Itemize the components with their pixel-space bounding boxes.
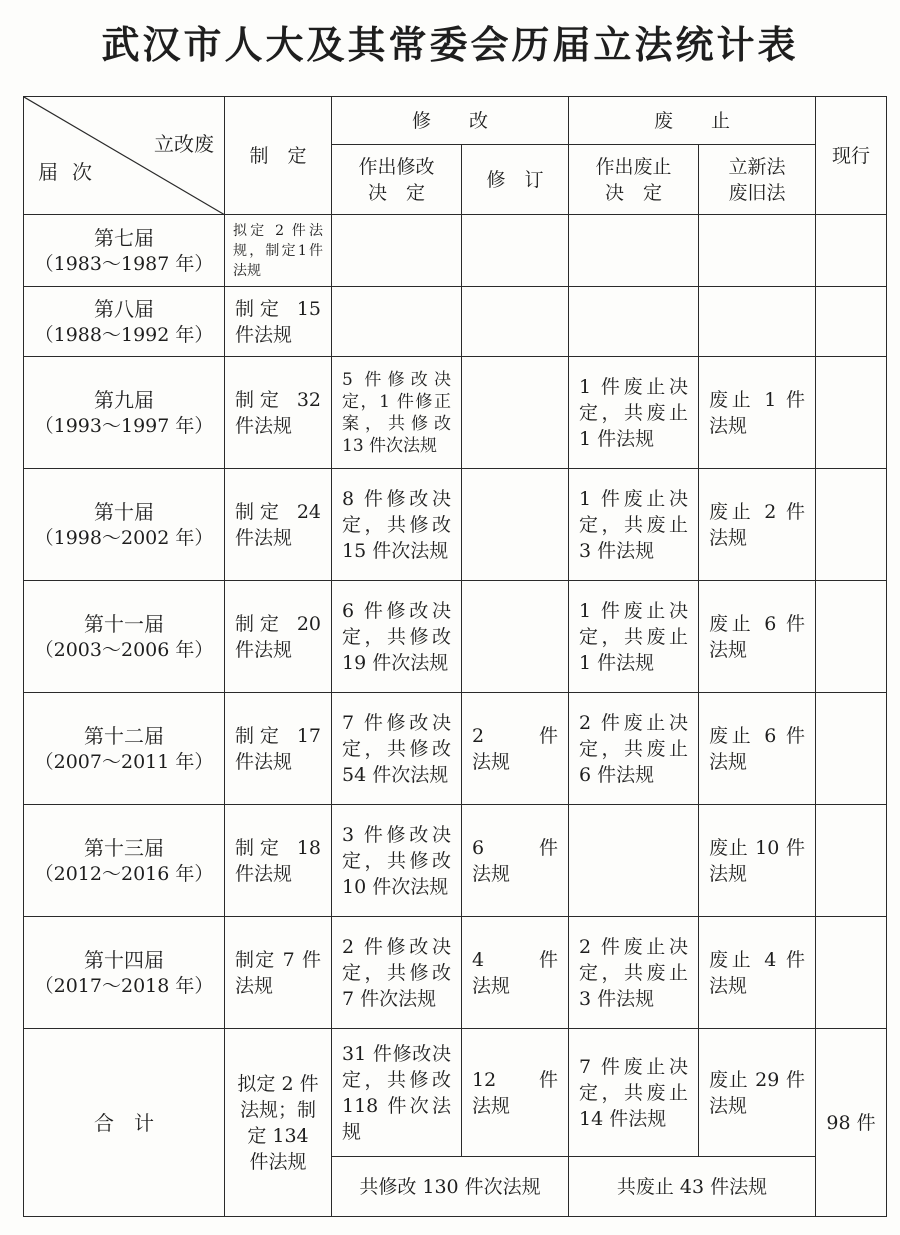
- total-modify-sum: 共修改 130 件次法规: [332, 1157, 569, 1217]
- enact-cell: 制定 18 件法规: [235, 836, 321, 885]
- replace-old-cell: 废止 4 件法规: [709, 948, 806, 997]
- modify-decision-cell: 3 件修改决定，共修改 10 件次法规: [342, 823, 451, 898]
- enact-cell: 制定 20 件法规: [235, 612, 321, 661]
- enact-cell: 制定 17 件法规: [235, 724, 321, 773]
- modify-decision-cell: [332, 247, 461, 255]
- total-enact: 拟定 2 件法规；制定 134 件法规: [237, 1072, 319, 1173]
- table-row: [24, 287, 887, 357]
- table-row: [24, 693, 887, 805]
- term-years: （2017～2018 年）: [34, 974, 214, 997]
- repeal-decision-cell: 1 件废止决定，共废止 1 件法规: [579, 375, 689, 450]
- table-row: [24, 581, 887, 693]
- total-row: [24, 1029, 887, 1157]
- term-name: 第十三届: [84, 835, 164, 860]
- total-current: 98 件: [816, 1029, 887, 1217]
- modify-decision-cell: 2 件修改决定，共修改 7 件次法规: [342, 935, 451, 1010]
- revise-cell: 4 件法规: [472, 948, 559, 997]
- revise-cell: 6 件法规: [472, 836, 559, 885]
- table-row: [24, 215, 887, 287]
- total-repeal-sum: 共废止 43 件法规: [569, 1157, 816, 1217]
- term-name: 第十二届: [84, 723, 164, 748]
- replace-old-cell: 废止 10 件法规: [709, 836, 806, 885]
- term-years: （1988～1992 年）: [34, 323, 214, 346]
- term-years: （1998～2002 年）: [34, 526, 214, 549]
- header-modify-group: 修 改: [332, 97, 569, 145]
- term-years: （1993～1997 年）: [34, 414, 214, 437]
- term-name: 第十四届: [84, 947, 164, 972]
- revise-cell: 2 件法规: [472, 724, 559, 773]
- enact-cell: 制定 15 件法规: [235, 297, 321, 346]
- total-revise: 12 件法规: [472, 1068, 559, 1117]
- modify-decision-cell: 8 件修改决定，共修改 15 件次法规: [342, 487, 451, 562]
- replace-old-cell: 废止 2 件法规: [709, 500, 806, 549]
- modify-decision-cell: 6 件修改决定，共修改 19 件次法规: [342, 599, 451, 674]
- header-modify-decision: 作出修改 决 定: [332, 145, 462, 215]
- total-replace-old: 废止 29 件法规: [709, 1068, 806, 1117]
- term-years: （1983～1987 年）: [34, 252, 214, 275]
- term-name: 第十一届: [84, 611, 164, 636]
- header-diagonal-cell: [24, 97, 225, 215]
- repeal-decision-cell: 1 件废止决定，共废止 1 件法规: [579, 599, 689, 674]
- repeal-decision-cell: 2 件废止决定，共废止 3 件法规: [579, 935, 689, 1010]
- modify-decision-cell: [332, 318, 461, 326]
- header-current: 现行: [816, 97, 887, 215]
- modify-decision-cell: 5 件修改决定，1 件修正案，共修改 13 件次法规: [342, 369, 451, 456]
- page-title: 武汉市人大及其常委会历届立法统计表: [101, 22, 799, 67]
- revise-cell: [462, 318, 568, 326]
- repeal-decision-cell: 2 件废止决定，共废止 6 件法规: [579, 711, 689, 786]
- header-replace-old: 立新法 废旧法: [699, 145, 816, 215]
- term-cell: [24, 693, 225, 805]
- revise-cell: [462, 521, 568, 529]
- repeal-decision-cell: [569, 857, 698, 865]
- repeal-decision-cell: [569, 318, 698, 326]
- term-name: 第十届: [94, 499, 154, 524]
- term-cell: [24, 287, 225, 357]
- term-name: 第七届: [94, 225, 154, 250]
- term-years: （2012～2016 年）: [34, 862, 214, 885]
- replace-old-cell: 废止 6 件法规: [709, 612, 806, 661]
- replace-old-cell: 废止 1 件法规: [709, 388, 806, 437]
- modify-decision-cell: 7 件修改决定，共修改 54 件次法规: [342, 711, 451, 786]
- header-change-label: 立改废: [154, 132, 214, 156]
- repeal-decision-cell: [569, 247, 698, 255]
- revise-cell: [462, 247, 568, 255]
- table-row: [24, 469, 887, 581]
- term-cell: [24, 581, 225, 693]
- term-name: 第八届: [94, 296, 154, 321]
- revise-cell: [462, 409, 568, 417]
- header-term-label: 届次: [38, 160, 106, 184]
- header-repeal-decision: 作出废止 决 定: [569, 145, 699, 215]
- replace-old-cell: 废止 6 件法规: [709, 724, 806, 773]
- term-cell: [24, 357, 225, 469]
- enact-cell: 制定 24 件法规: [235, 500, 321, 549]
- revise-cell: [462, 633, 568, 641]
- total-label: 合 计: [24, 1029, 225, 1217]
- header-revise: 修 订: [462, 145, 569, 215]
- replace-old-cell: [699, 247, 815, 255]
- term-cell: [24, 469, 225, 581]
- replace-old-cell: [699, 318, 815, 326]
- term-years: （2007～2011 年）: [34, 750, 214, 773]
- header-repeal-group: 废 止: [569, 97, 816, 145]
- term-cell: [24, 805, 225, 917]
- term-cell: [24, 917, 225, 1029]
- legislation-stats-table: [23, 96, 887, 1217]
- term-cell: [24, 215, 225, 287]
- table-row: [24, 805, 887, 917]
- total-modify-decision: 31 件修改决定，共修改 118 件次法规: [342, 1042, 451, 1143]
- enact-cell: 制定 7 件法规: [235, 948, 321, 997]
- enact-cell: 拟定 2 件法规，制定1件法规: [233, 222, 323, 279]
- header-enact: 制 定: [225, 97, 332, 215]
- enact-cell: 制定 32 件法规: [235, 388, 321, 437]
- total-repeal-decision: 7 件废止决定，共废止 14 件法规: [579, 1055, 689, 1130]
- repeal-decision-cell: 1 件废止决定，共废止 3 件法规: [579, 487, 689, 562]
- term-years: （2003～2006 年）: [34, 638, 214, 661]
- term-name: 第九届: [94, 387, 154, 412]
- table-row: [24, 917, 887, 1029]
- table-row: [24, 357, 887, 469]
